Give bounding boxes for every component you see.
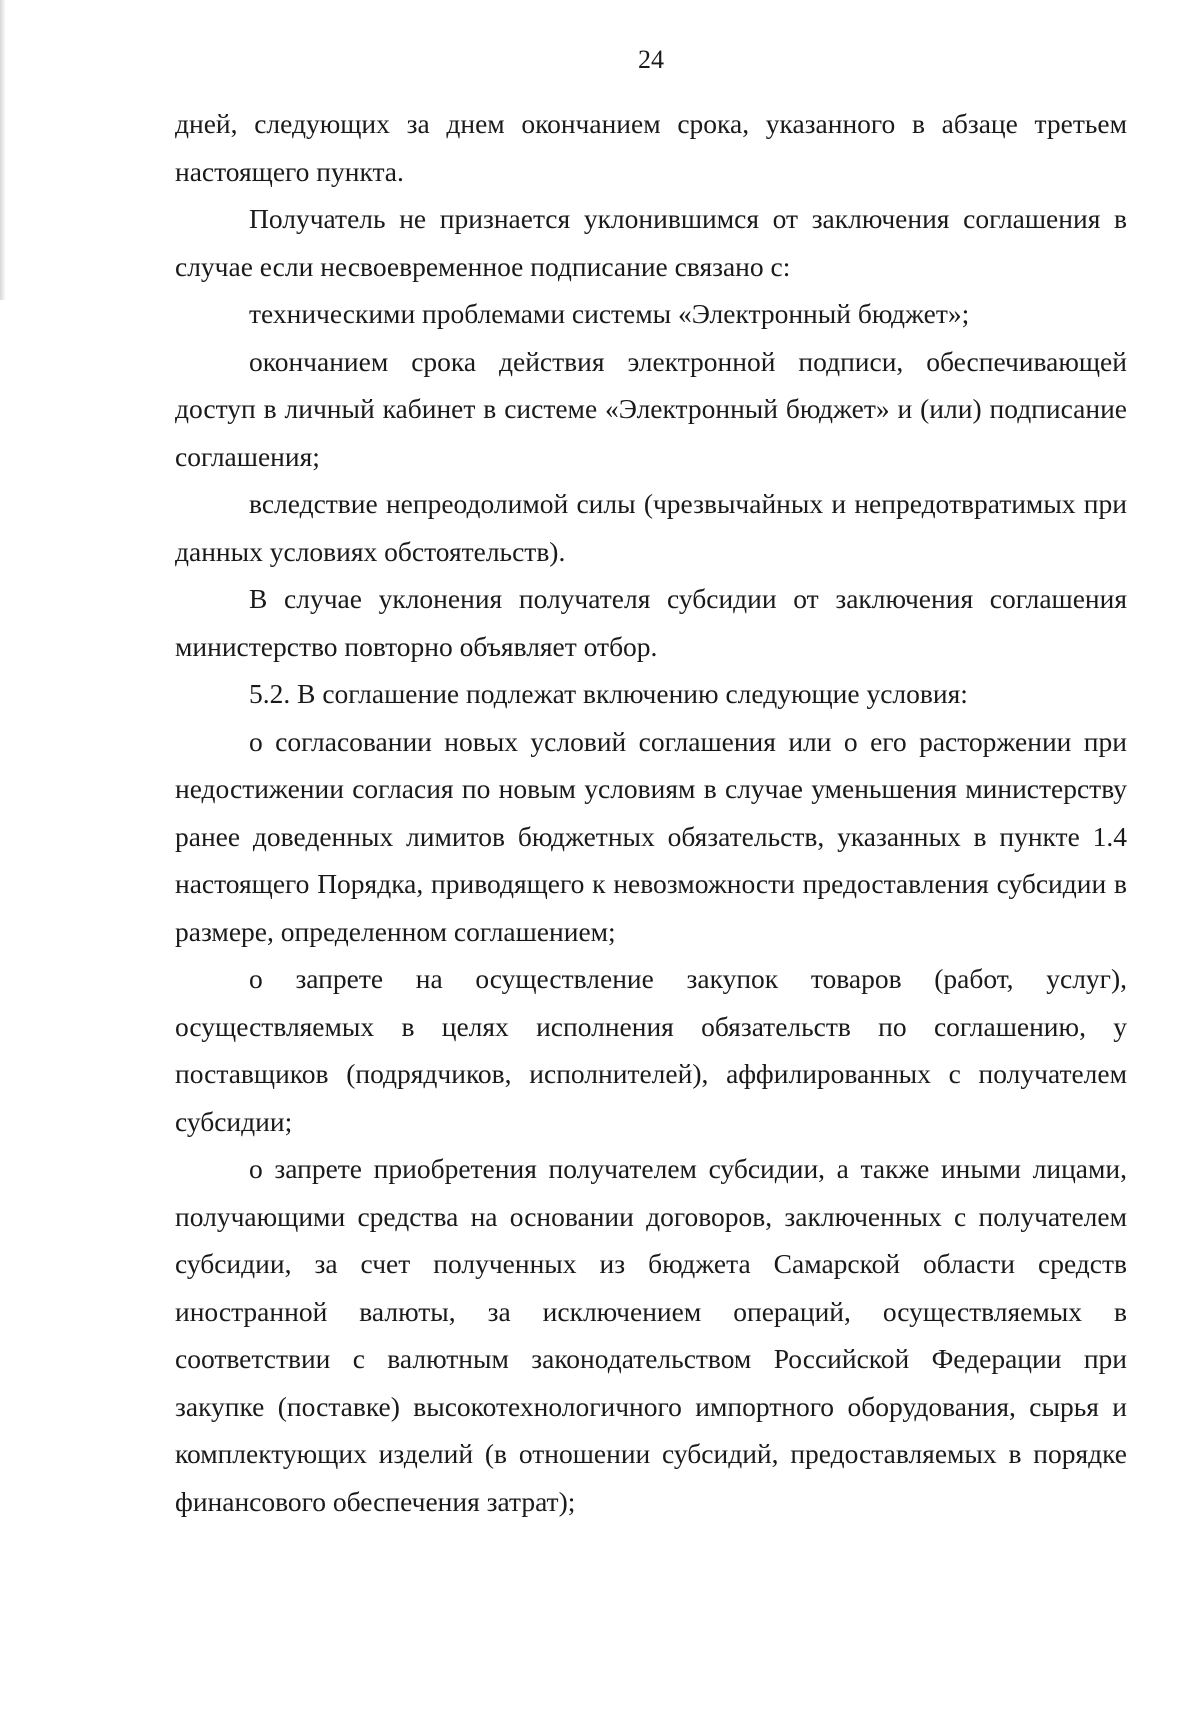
condition-foreign-currency: о запрете приобретения получателем субсидии, а также иными лицами, получающими средства на основании договоров, заключенных с получателем субсидии, за счет полученных из бюджета Самарской области средств иностранной валюты, за исключением операций, осуществляемых в соответствии с валютным законодательством Российской Федерации при закупке (поставке) высокотехнологичного импортного оборудования, сырья и комплектующих изделий (в отношении субсидий, предоставляемых в порядке финансового обеспечения затрат); xyxy=(175,1153,1127,1517)
page-number: 24 xyxy=(638,45,664,74)
list-item-technical-problems: техническими проблемами системы «Электронный бюджет»; xyxy=(249,298,970,329)
paragraph-continuation: дней, следующих за днем окончанием срока, указанного в абзаце третьем настоящего пункта. xyxy=(175,108,1127,187)
list-item-force-majeure: вследствие непреодолимой силы (чрезвычайных и непредотвратимых при данных условиях обстоятельств). xyxy=(175,488,1127,567)
paragraph-recipient-not-evading: Получатель не признается уклонившимся от заключения соглашения в случае если несвоевременное подписание связано с: xyxy=(175,203,1127,282)
list-item-signature-expiry: окончанием срока действия электронной подписи, обеспечивающей доступ в личный кабинет в системе «Электронный бюджет» и (или) подписание соглашения; xyxy=(175,345,1127,472)
section-heading-5-2: 5.2. В соглашение подлежат включению следующие условия: xyxy=(249,678,968,709)
paragraph-evasion-reselection: В случае уклонения получателя субсидии от заключения соглашения министерство повторно объявляет отбор. xyxy=(175,583,1127,662)
document-body xyxy=(175,100,1127,1525)
condition-affiliated-suppliers: о запрете на осуществление закупок товаров (работ, услуг), осуществляемых в целях исполнения обязательств по соглашению, у поставщиков (подрядчиков, исполнителей), аффилированных с получателем субсидии; xyxy=(175,963,1127,1137)
condition-new-terms: о согласовании новых условий соглашения или о его расторжении при недостижении согласия по новым условиям в случае уменьшения министерству ранее доведенных лимитов бюджетных обязательств, указанных в пункте 1.4 настоящего Порядка, приводящего к невозможности предоставления субсидии в размере, определенном соглашением; xyxy=(175,725,1127,947)
